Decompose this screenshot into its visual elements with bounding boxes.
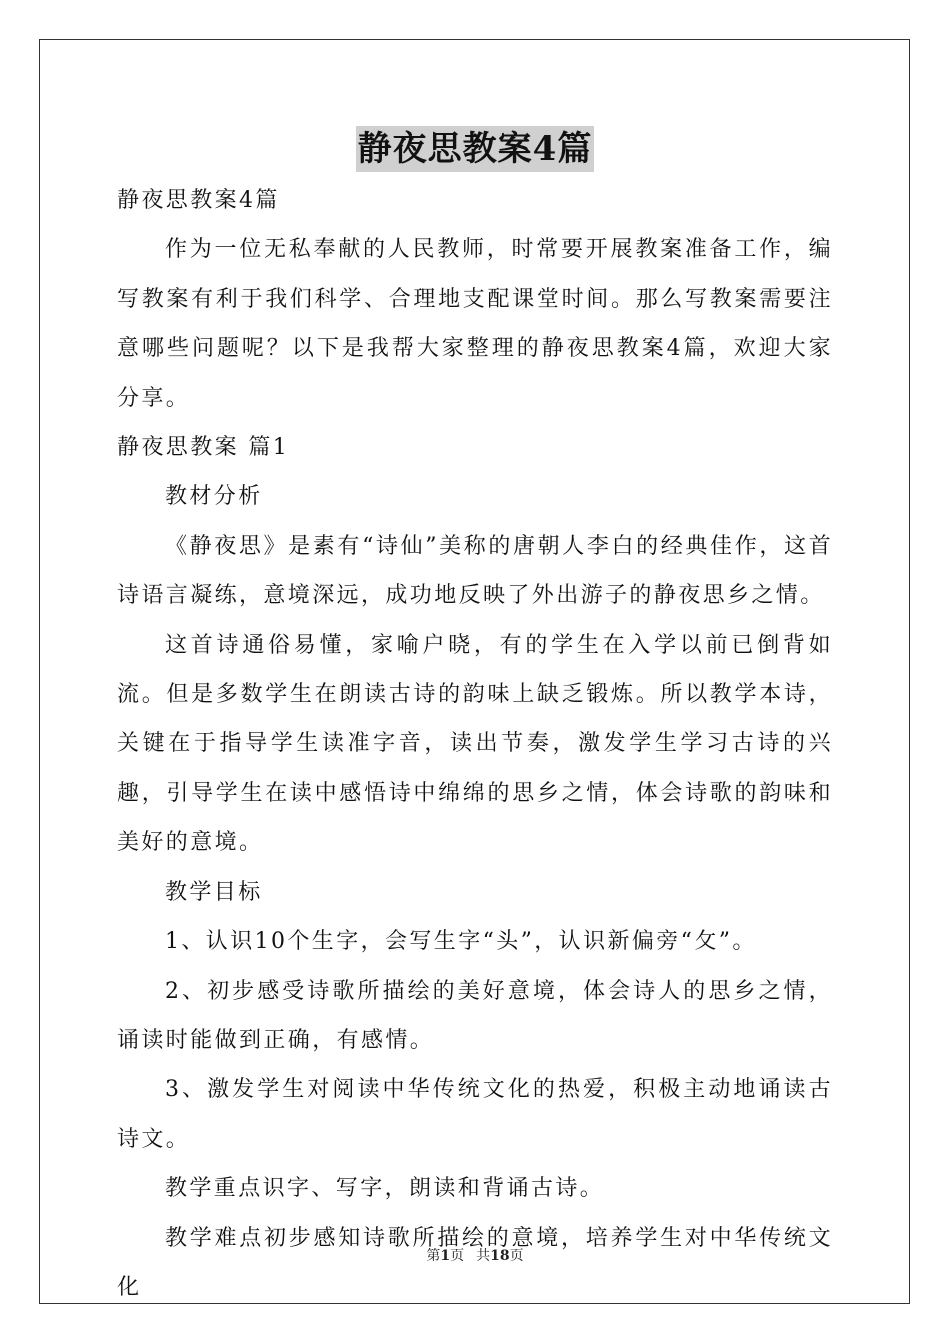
paragraph: 教材分析 [165,484,263,510]
document-body [117,176,833,1312]
page-footer [0,1246,950,1266]
paragraph: 教学目标 [165,879,263,905]
footer-prefix: 第 [426,1248,441,1264]
paragraph: 3、激发学生对阅读中华传统文化的热爱，积极主动地诵读古诗文。 [117,1077,833,1152]
document-title: 静夜思教案4篇 [356,126,595,172]
paragraph: 教学难点初步感知诗歌所描绘的意境，培养学生对中华传统文化 [117,1225,833,1300]
footer-total-suffix: 页 [509,1248,524,1264]
paragraph: 静夜思教案4篇 [117,188,280,213]
footer-page-suffix: 页 [450,1248,465,1264]
title-container [0,126,950,172]
footer-current-page: 1 [440,1248,451,1264]
paragraph: 作为一位无私奉献的人民教师，时常要开展教案准备工作，编写教案有利于我们科学、合理地支配课堂时间。那么写教案需要注意哪些问题呢？以下是我帮大家整理的静夜思教案4篇，欢迎大家分享。 [117,237,833,411]
paragraph: 静夜思教案 篇1 [117,435,290,461]
footer-total-pages: 18 [490,1248,510,1264]
paragraph: 教学重点识字、写字，朗读和背诵古诗。 [165,1176,605,1202]
paragraph: 1、认识10个生字，会写生字“头”，认识新偏旁“攵”。 [165,929,757,955]
paragraph: 2、初步感受诗歌所描绘的美好意境，体会诗人的思乡之情，诵读时能做到正确，有感情。 [117,978,833,1053]
paragraph: 《静夜思》是素有“诗仙”美称的唐朝人李白的经典佳作，这首诗语言凝练，意境深远，成功地反映了外出游子的静夜思乡之情。 [117,533,833,609]
footer-total-prefix: 共 [476,1248,491,1264]
paragraph: 这首诗通俗易懂，家喻户晓，有的学生在入学以前已倒背如流。但是多数学生在朗读古诗的韵味上缺乏锻炼。所以教学本诗，关键在于指导学生读准字音，读出节奏，激发学生学习古诗的兴趣，引导学生在读中感悟诗中绵绵的思乡之情，体会诗歌的韵味和美好的意境。 [117,632,833,856]
